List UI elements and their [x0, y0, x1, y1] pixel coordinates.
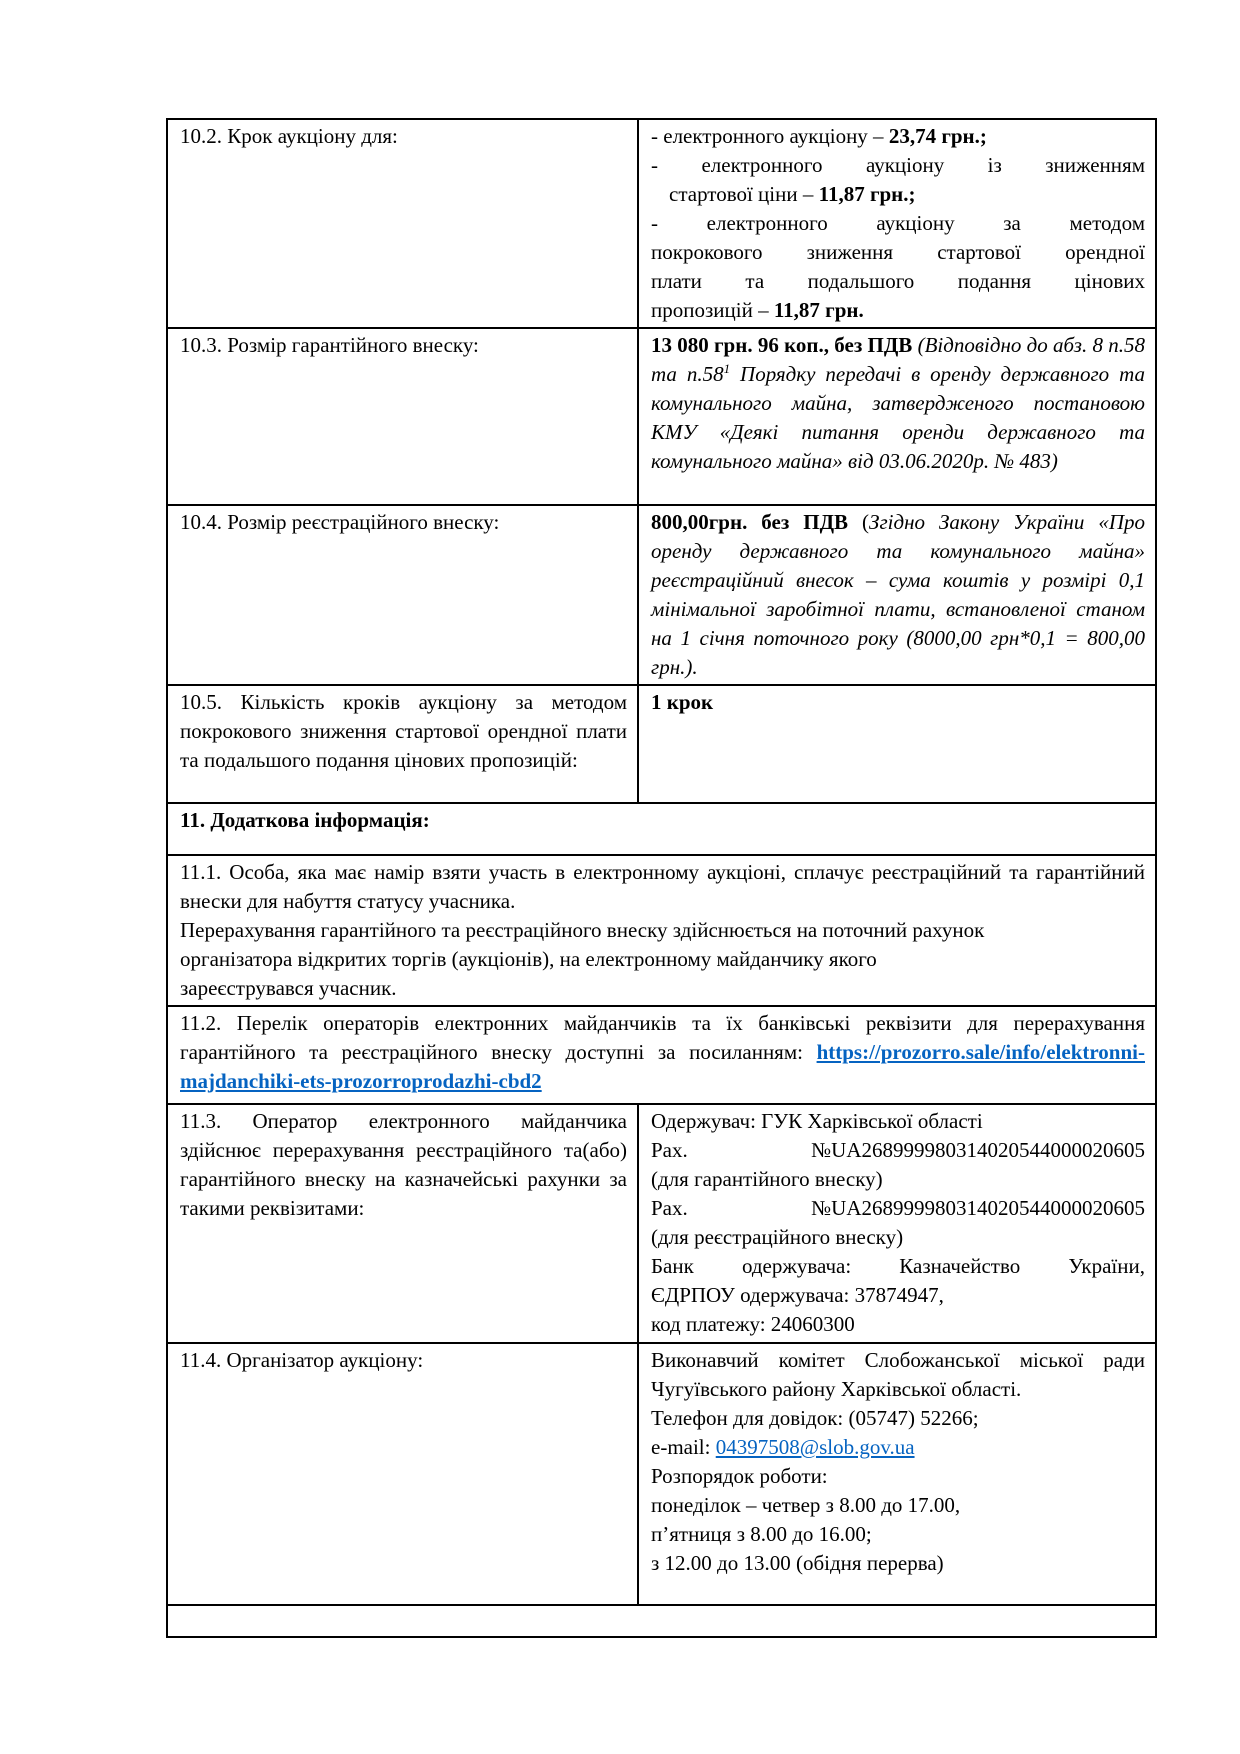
table-row	[167, 1343, 1156, 1605]
legal-note: (Відповідно до абз. 8 п.58 та п.58	[651, 333, 1145, 386]
empty-cell	[167, 1605, 1156, 1637]
row-11-1	[167, 855, 1156, 1006]
table-row	[167, 1006, 1156, 1104]
account-2	[651, 1194, 1145, 1223]
step-item-2-line2	[651, 180, 1145, 209]
table-row	[167, 855, 1156, 1006]
label-text: 11.3. Оператор електронного майданчика здійснює перерахування реєстраційного та(або) гарантійного внеску на казначейські рахунки за такими реквізитами:	[180, 1109, 627, 1220]
table-row	[167, 1104, 1156, 1343]
row-10-3-value	[638, 328, 1156, 505]
auction-info-table	[166, 118, 1157, 1638]
superscript: 1	[723, 361, 731, 376]
guarantee-amount: 13 080 грн. 96 коп., без ПДВ	[651, 333, 913, 357]
edrpou: ЄДРПОУ одержувача: 37874947,	[651, 1283, 944, 1307]
step-item-3-line1: - електронного аукціону за методом	[651, 211, 1145, 235]
account-note: (для реєстраційного внеску)	[651, 1225, 904, 1249]
row-10-4-label	[167, 505, 638, 685]
label-text: 10.4. Розмір реєстраційного внеску:	[180, 510, 500, 534]
step-item-3-line3: плати та подальшого подання цінових	[651, 269, 1145, 293]
organizer: Виконавчий комітет Слобожанської міської ради Чугуївського району Харківської області.	[651, 1348, 1145, 1401]
table-row	[167, 685, 1156, 803]
section-11-heading	[167, 803, 1156, 855]
schedule-line: з 12.00 до 13.00 (обідня перерва)	[651, 1551, 944, 1575]
recipient: Одержувач: ГУК Харківської області	[651, 1109, 983, 1133]
account-label: Рах.	[651, 1196, 688, 1220]
table-row-empty	[167, 1605, 1156, 1637]
account-1	[651, 1136, 1145, 1165]
row-10-3-label	[167, 328, 638, 505]
paragraph-line: зареєструвався учасник.	[180, 976, 397, 1000]
row-10-5-value	[638, 685, 1156, 803]
row-11-4-label	[167, 1343, 638, 1605]
email-link[interactable]: 04397508@slob.gov.ua	[715, 1435, 915, 1459]
bank: Банк одержувача: Казначейство України,	[651, 1254, 1145, 1278]
row-10-4-value	[638, 505, 1156, 685]
paragraph-line: Перерахування гарантійного та реєстраційного внеску здійснюється на поточний рахунок	[180, 918, 985, 942]
label-text: 11.4. Організатор аукціону:	[180, 1348, 424, 1372]
label-text: 10.5. Кількість кроків аукціону за методом покрокового зниження стартової орендної плати та подальшого подання цінових пропозицій:	[180, 690, 627, 772]
table-row	[167, 328, 1156, 505]
step-item-3-line4	[651, 296, 1145, 325]
row-11-3-value	[638, 1104, 1156, 1343]
steps-count: 1 крок	[651, 690, 714, 714]
table-row	[167, 505, 1156, 685]
prozorro-link[interactable]: https://prozorro.sale/info/elektronni-majdanchiki-ets-prozorroprodazhi-cbd2	[180, 1040, 1145, 1093]
account-number: №UA268999980314020544000020605	[811, 1138, 1145, 1162]
step-amount: 11,87 грн.;	[818, 182, 916, 206]
table-row	[167, 803, 1156, 855]
paragraph: 11.2. Перелік операторів електронних майданчиків та їх банківські реквізити для перерахування гарантійного та реєстраційного внеску доступні за посиланням:	[180, 1011, 1145, 1064]
section-heading: 11. Додаткова інформація:	[180, 808, 430, 832]
step-amount: 11,87 грн.	[773, 298, 864, 322]
email-label: e-mail:	[651, 1435, 716, 1459]
row-10-2-label	[167, 119, 638, 328]
label-text: 10.3. Розмір гарантійного внеску:	[180, 333, 479, 357]
step-amount: 23,74 грн.;	[888, 124, 987, 148]
legal-note: Порядку передачі в оренду державного та комунального майна, затвердженого постановою КМУ «Деякі питання оренди державного та комунального майна» від 03.06.2020р. № 483)	[651, 362, 1146, 473]
row-10-2-value	[638, 119, 1156, 328]
registration-amount: 800,00грн. без ПДВ	[651, 510, 849, 534]
payment-code: код платежу: 24060300	[651, 1312, 855, 1336]
row-10-5-label	[167, 685, 638, 803]
label-text: 10.2. Крок аукціону для:	[180, 124, 398, 148]
row-11-4-value	[638, 1343, 1156, 1605]
paragraph-line: організатора відкритих торгів (аукціонів), на електронному майданчику якого	[180, 947, 877, 971]
step-item-2-line1: - електронного аукціону із зниженням	[651, 153, 1145, 177]
paragraph: 11.1. Особа, яка має намір взяти участь в електронному аукціоні, сплачує реєстраційний та гарантійний внески для набуття статусу учасника.	[180, 860, 1145, 913]
phone: Телефон для довідок: (05747) 52266;	[651, 1406, 979, 1430]
schedule-line: п’ятниця з 8.00 до 16.00;	[651, 1522, 872, 1546]
step-text: пропозицій –	[651, 298, 774, 322]
account-label: Рах.	[651, 1138, 688, 1162]
account-note: (для гарантійного внеску)	[651, 1167, 883, 1191]
row-11-2	[167, 1006, 1156, 1104]
step-item-1	[651, 122, 1145, 151]
row-11-3-label	[167, 1104, 638, 1343]
schedule-line: понеділок – четвер з 8.00 до 17.00,	[651, 1493, 961, 1517]
legal-note: Згідно Закону України «Про оренду державного та комунального майна» реєстраційний внесок – сума коштів у розмірі 0,1 мінімальної заробітної плати, встановленої станом на 1 січня поточного року (8000,00 грн*0,1 = 800,00 грн.).	[651, 510, 1145, 679]
table-row	[167, 119, 1156, 328]
email-line	[651, 1433, 1145, 1462]
paren: (	[848, 510, 870, 534]
step-item-3-line2: покрокового зниження стартової орендної	[651, 240, 1145, 264]
account-number: №UA268999980314020544000020605	[811, 1196, 1145, 1220]
schedule-title: Розпорядок роботи:	[651, 1464, 828, 1488]
step-text: стартової ціни –	[669, 182, 819, 206]
step-text: - електронного аукціону –	[651, 124, 889, 148]
